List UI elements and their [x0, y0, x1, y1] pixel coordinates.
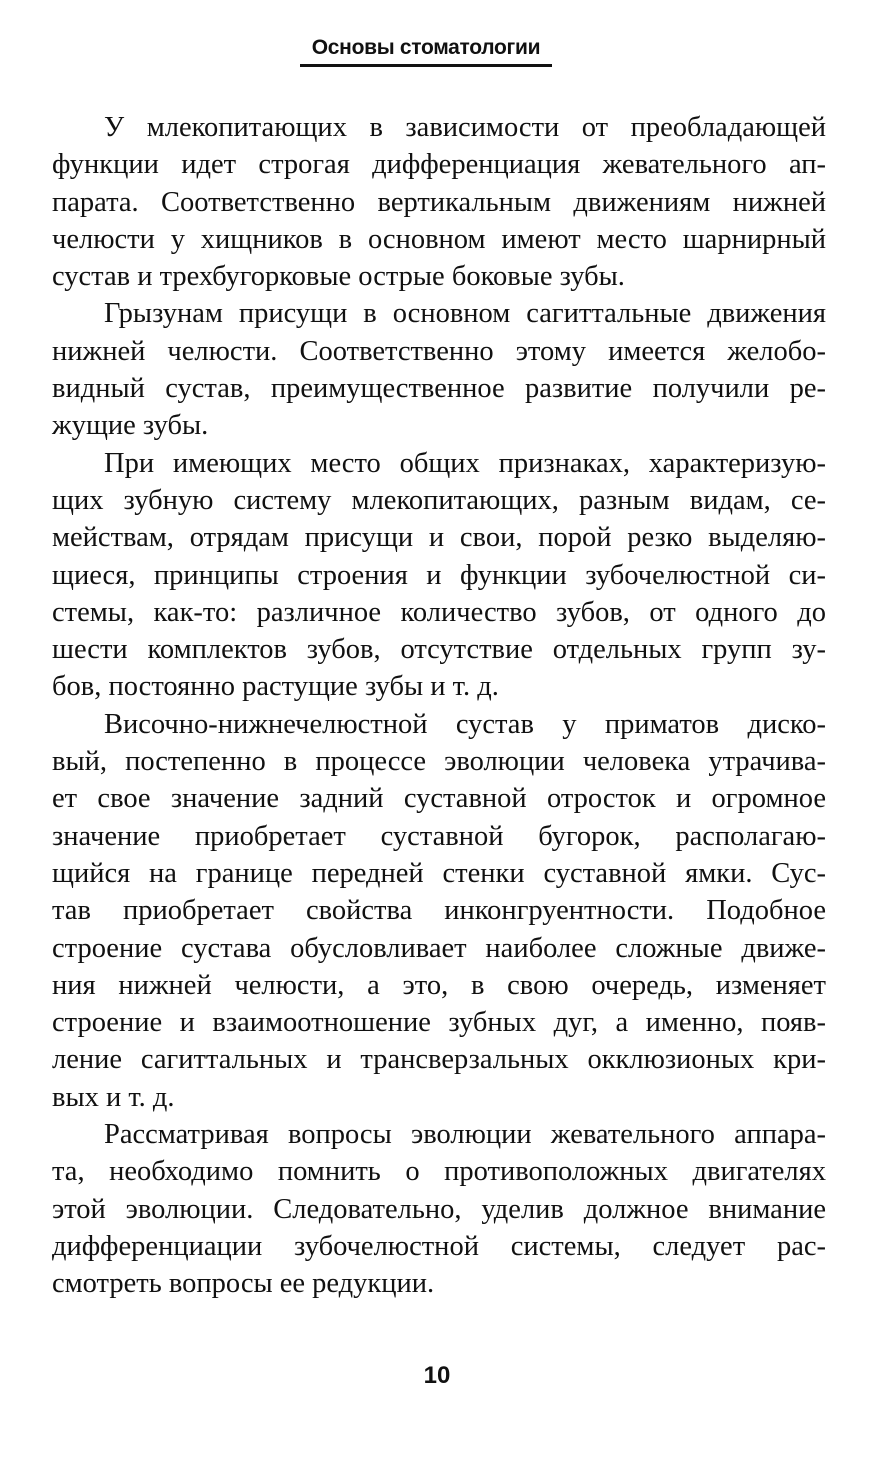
text-line: функции идет строгая дифференциация жевательного ап-: [52, 149, 826, 181]
body-text: [52, 109, 826, 1303]
text-line: шести комплектов зубов, отсутствие отдельных групп зу-: [52, 634, 826, 666]
text-line: жущие зубы.: [52, 410, 209, 442]
text-line: вых и т. д.: [52, 1081, 175, 1113]
text-line: тав приобретает свойства инконгруентности. Подобное: [52, 895, 826, 927]
paragraph-2: [52, 295, 826, 444]
text-line: та, необходимо помнить о противоположных двигателях: [52, 1156, 826, 1188]
text-line: строение и взаимоотношение зубных дуг, а именно, появ-: [52, 1007, 826, 1039]
text-line: ния нижней челюсти, а это, в свою очередь, изменяет: [52, 969, 826, 1001]
text-line: ет свое значение задний суставной отросток и огромное: [52, 783, 826, 815]
text-line: челюсти у хищников в основном имеют место шарнирный: [52, 223, 826, 255]
text-line: дифференциации зубочелюстной системы, следует рас-: [52, 1230, 826, 1262]
text-line: вый, постепенно в процессе эволюции человека утрачива-: [52, 746, 826, 778]
paragraph-1: [52, 109, 826, 295]
text-line: нижней челюсти. Соответственно этому имеется желобо-: [52, 335, 826, 367]
text-line: Височно-нижнечелюстной сустав у приматов диско-: [104, 708, 826, 740]
text-line: значение приобретает суставной бугорок, располагаю-: [52, 820, 826, 852]
text-line: парата. Соответственно вертикальным движениям нижней: [52, 186, 826, 218]
text-line: Рассматривая вопросы эволюции жевательного аппара-: [104, 1119, 826, 1151]
paragraph-5: [52, 1116, 826, 1302]
paragraph-3: [52, 445, 826, 706]
header-rule: [300, 64, 552, 67]
text-line: Грызунам присущи в основном сагиттальные движения: [104, 298, 826, 330]
text-line: мействам, отрядам присущи и свои, порой резко выделяю-: [52, 522, 826, 554]
text-line: щих зубную систему млекопитающих, разным видам, се-: [52, 484, 826, 516]
text-line: этой эволюции. Следовательно, уделив должное внимание: [52, 1193, 826, 1225]
text-line: ление сагиттальных и трансверзальных окклюзионых кри-: [52, 1044, 826, 1076]
text-line: При имеющих место общих признаках, характеризую-: [104, 447, 826, 479]
text-line: стемы, как-то: различное количество зубов, от одного до: [52, 596, 826, 628]
text-line: сустав и трехбугорковые острые боковые зубы.: [52, 261, 625, 293]
text-line: щийся на границе передней стенки суставной ямки. Сус-: [52, 857, 826, 889]
text-line: строение сустава обусловливает наиболее сложные движе-: [52, 932, 826, 964]
text-line: смотреть вопросы ее редукции.: [52, 1268, 435, 1300]
text-line: У млекопитающих в зависимости от преобладающей: [104, 112, 826, 143]
page-number: 10: [423, 1362, 451, 1389]
running-header-title: Основы стоматологии: [311, 36, 541, 59]
text-line: бов, постоянно растущие зубы и т. д.: [52, 671, 499, 703]
text-line: видный сустав, преимущественное развитие получили ре-: [52, 373, 826, 405]
text-line: щиеся, принципы строения и функции зубочелюстной си-: [52, 559, 826, 591]
paragraph-4: [52, 706, 826, 1116]
